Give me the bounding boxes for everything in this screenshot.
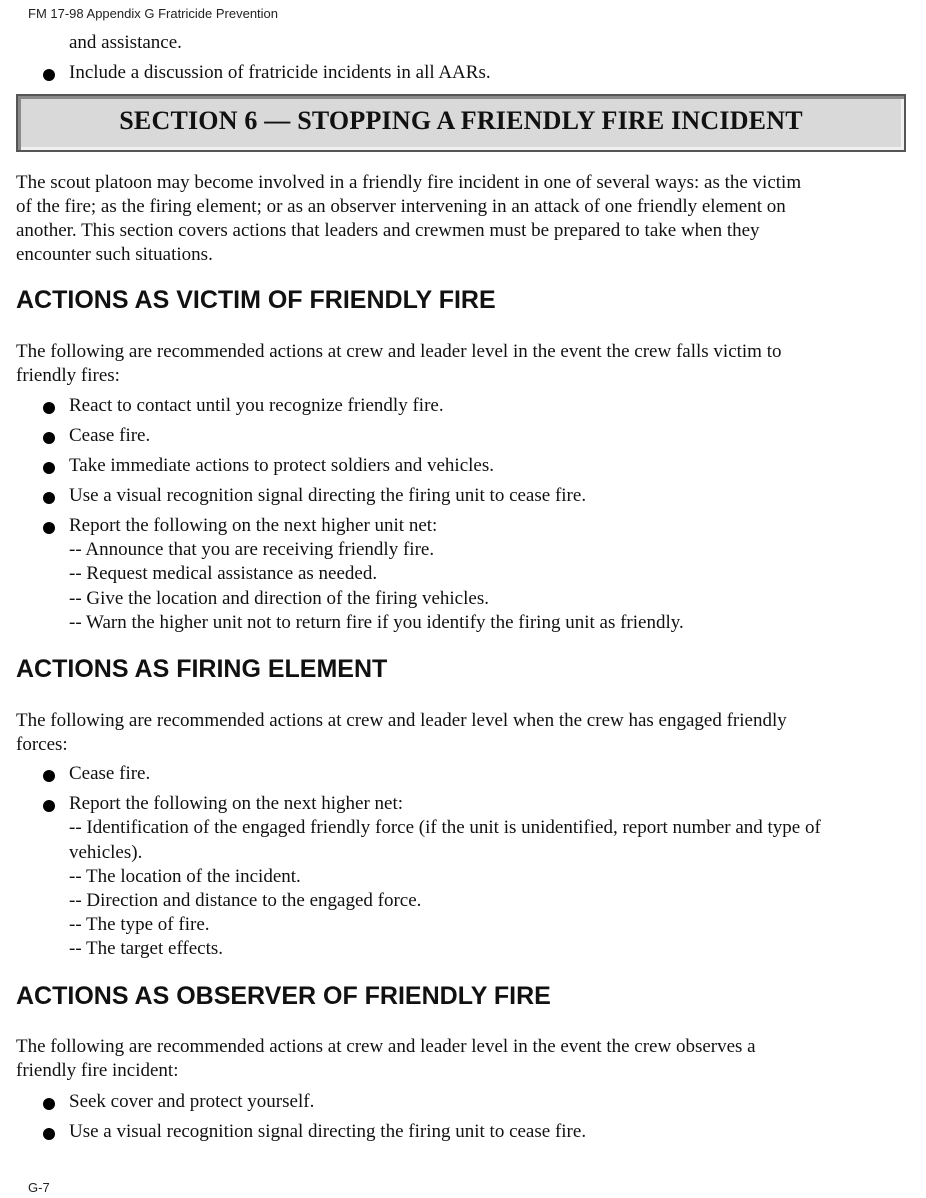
bullet-icon bbox=[43, 1128, 55, 1140]
list-item: Cease fire. bbox=[69, 425, 151, 446]
list-item: React to contact until you recognize friendly fire. bbox=[69, 395, 444, 416]
page-number: G-7 bbox=[28, 1180, 50, 1195]
text-line: The scout platoon may become involved in a friendly fire incident in one of several ways: as the victim bbox=[16, 172, 802, 193]
list-item: Report the following on the next higher unit net: bbox=[69, 515, 438, 536]
text-line: The following are recommended actions at crew and leader level in the event the crew observes a bbox=[16, 1036, 756, 1057]
sub-item-continuation: vehicles). bbox=[69, 842, 143, 863]
intro-paragraph bbox=[16, 171, 908, 267]
list-item: Include a discussion of fratricide incidents in all AARs. bbox=[69, 62, 491, 83]
section-header-box bbox=[16, 94, 906, 152]
sub-item: -- Identification of the engaged friendly force (if the unit is unidentified, report number and type of bbox=[69, 817, 821, 838]
text-line: another. This section covers actions that leaders and crewmen must be prepared to take when they bbox=[16, 220, 760, 241]
continuation-text: and assistance. bbox=[69, 32, 182, 53]
bullet-icon bbox=[43, 432, 55, 444]
list-item: Cease fire. bbox=[69, 763, 151, 784]
bullet-icon bbox=[43, 462, 55, 474]
bullet-icon bbox=[43, 402, 55, 414]
list-item: Seek cover and protect yourself. bbox=[69, 1091, 315, 1112]
sub-item: -- The target effects. bbox=[69, 938, 224, 959]
observer-intro bbox=[16, 1035, 908, 1083]
sub-item: -- The location of the incident. bbox=[69, 866, 301, 887]
bullet-icon bbox=[43, 69, 55, 81]
text-line: The following are recommended actions at crew and leader level in the event the crew falls victim to bbox=[16, 341, 782, 362]
heading-victim: ACTIONS AS VICTIM OF FRIENDLY FIRE bbox=[16, 286, 496, 314]
text-line: The following are recommended actions at crew and leader level when the crew has engaged friendly bbox=[16, 710, 787, 731]
victim-intro bbox=[16, 340, 908, 388]
text-line: of the fire; as the firing element; or as an observer intervening in an attack of one friendly element on bbox=[16, 196, 786, 217]
bullet-icon bbox=[43, 800, 55, 812]
sub-item: -- Request medical assistance as needed. bbox=[69, 563, 378, 584]
bullet-icon bbox=[43, 770, 55, 782]
sub-item: -- Warn the higher unit not to return fire if you identify the firing unit as friendly. bbox=[69, 612, 684, 633]
list-item: Report the following on the next higher net: bbox=[69, 793, 404, 814]
text-line: encounter such situations. bbox=[16, 244, 213, 265]
sub-item: -- Give the location and direction of the firing vehicles. bbox=[69, 588, 489, 609]
sub-item: -- Direction and distance to the engaged force. bbox=[69, 890, 422, 911]
list-item: Use a visual recognition signal directing the firing unit to cease fire. bbox=[69, 485, 587, 506]
text-line: forces: bbox=[16, 734, 68, 755]
sub-item: -- Announce that you are receiving friendly fire. bbox=[69, 539, 435, 560]
bullet-icon bbox=[43, 522, 55, 534]
text-line: friendly fire incident: bbox=[16, 1060, 179, 1081]
section-title: SECTION 6 — STOPPING A FRIENDLY FIRE INCIDENT bbox=[119, 106, 803, 135]
running-head: FM 17-98 Appendix G Fratricide Prevention bbox=[28, 6, 279, 21]
firing-intro bbox=[16, 709, 908, 757]
bullet-icon bbox=[43, 492, 55, 504]
heading-firing: ACTIONS AS FIRING ELEMENT bbox=[16, 655, 388, 683]
list-item: Take immediate actions to protect soldiers and vehicles. bbox=[69, 455, 494, 476]
text-line: friendly fires: bbox=[16, 365, 120, 386]
list-item: Use a visual recognition signal directing the firing unit to cease fire. bbox=[69, 1121, 587, 1142]
bullet-icon bbox=[43, 1098, 55, 1110]
heading-observer: ACTIONS AS OBSERVER OF FRIENDLY FIRE bbox=[16, 982, 551, 1010]
sub-item: -- The type of fire. bbox=[69, 914, 210, 935]
